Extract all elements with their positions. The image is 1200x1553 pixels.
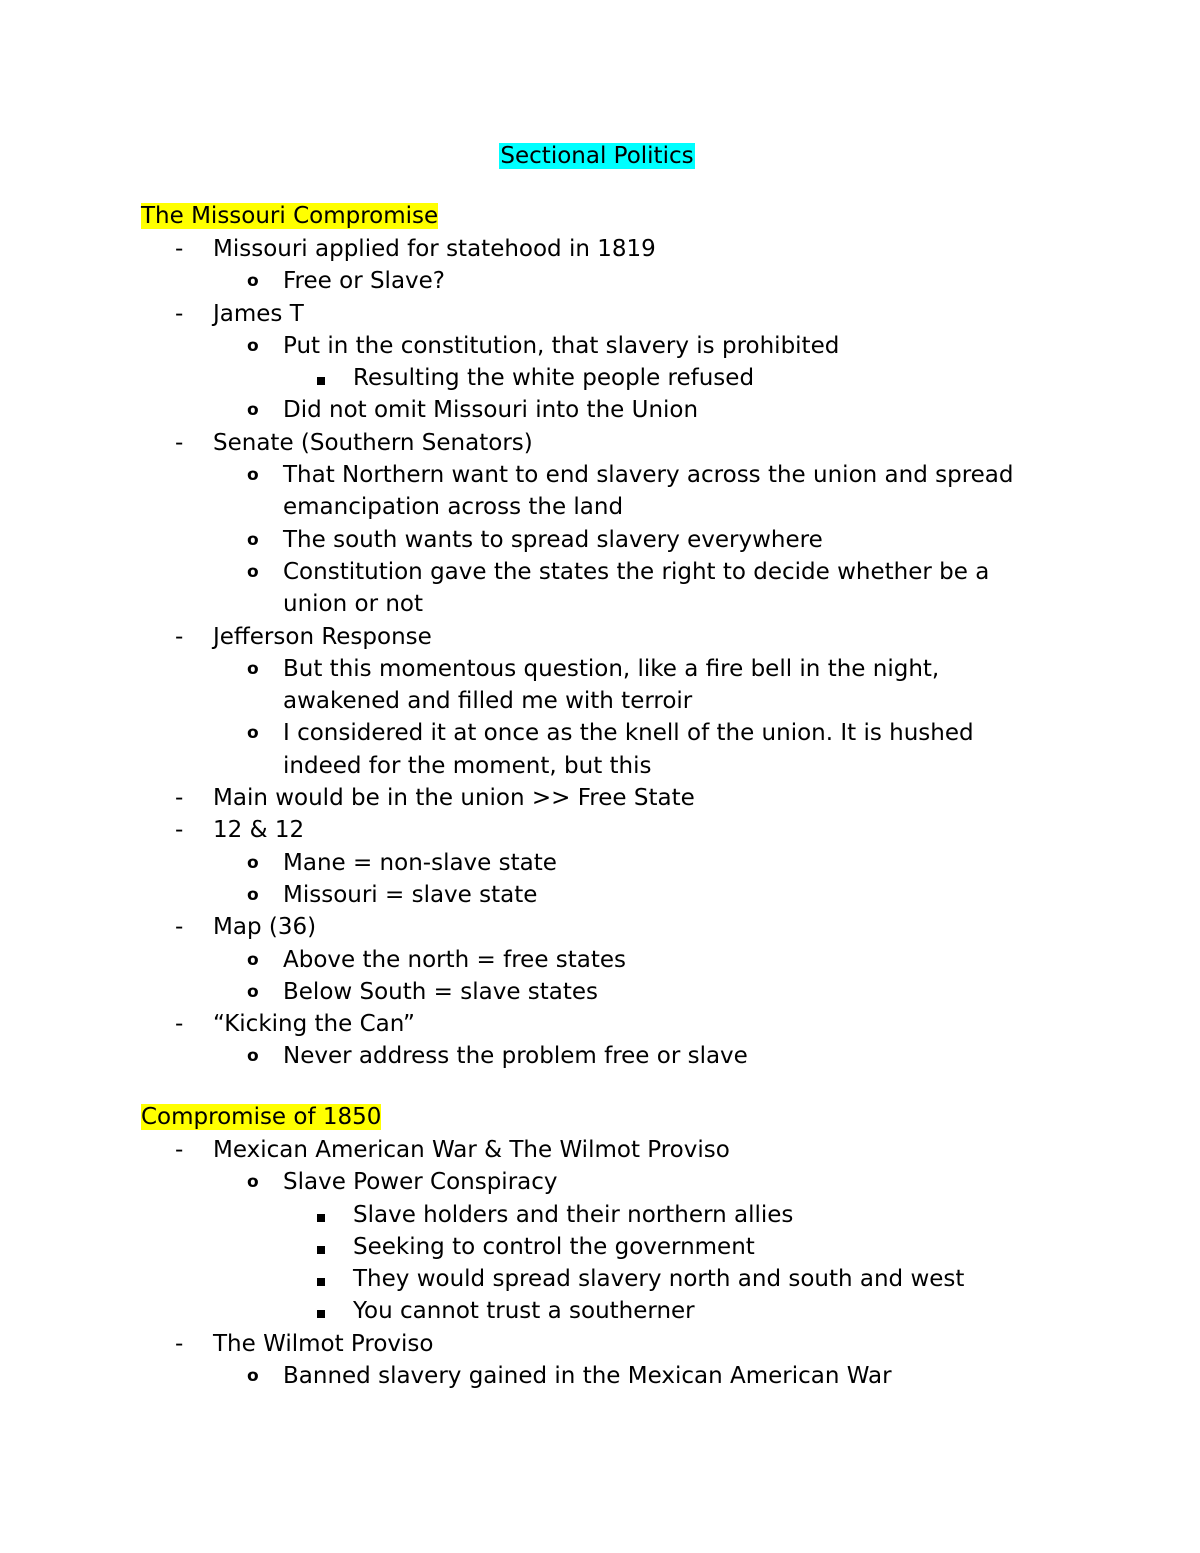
list-item-level-1 [141,621,1041,653]
square-bullet-icon [317,1231,325,1263]
list-item-level-1 [141,1008,1041,1040]
hollow-circle-bullet-icon: o [247,658,259,679]
list-item-text: Put in the constitution, that slavery is prohibited [283,332,840,359]
square-bullet-icon [317,1199,325,1231]
list-item-text: Above the north = free states [283,946,627,973]
hollow-circle-bullet-icon: o [247,723,259,744]
list-item-level-2 [141,265,1041,297]
list-item-text: Resulting the white people refused [353,365,755,392]
dash-bullet-icon [175,814,183,846]
hollow-circle-bullet-icon: o [247,335,259,356]
dash-bullet-icon [175,427,183,459]
hollow-circle-bullet-icon: o [247,884,259,905]
list-item-level-2 [141,879,1041,911]
dash-bullet-icon [175,621,183,653]
dash-bullet-icon [175,782,183,814]
square-bullet-icon [317,1263,325,1295]
list-item-text: Banned slavery gained in the Mexican American War [283,1363,892,1390]
list-item-level-1 [141,1328,1041,1360]
list-item-level-2 [141,976,1041,1008]
section-heading-text: The Missouri Compromise [141,203,439,229]
list-item-level-2 [141,394,1041,426]
section-compromise-1850 [141,1101,1041,1392]
square-bullet-icon [317,362,325,394]
list-item-level-2 [141,653,1041,718]
list-item-text: I considered it at once as the knell of the union. It is hushed indeed for the moment, but this [283,720,974,779]
hollow-circle-bullet-icon: o [247,949,259,970]
list-item-level-2 [141,1360,1041,1392]
list-item-level-2 [141,944,1041,976]
list-item-text: But this momentous question, like a fire bell in the night, awakened and filled me with terroir [283,655,940,715]
list-item-text: Senate (Southern Senators) [213,429,533,456]
square-bullet-shape [317,1246,325,1254]
list-item-level-2 [141,459,1041,524]
section-heading [141,1101,1041,1134]
hollow-circle-bullet-icon: o [247,400,259,421]
list-item-text: Mane = non-slave state [283,849,557,876]
list-item-text: Never address the problem free or slave [283,1043,748,1070]
list-item-level-1 [141,814,1041,846]
list-item-level-3 [141,1295,1041,1327]
list-item-text: They would spread slavery north and south and west [353,1266,965,1293]
dash-bullet-icon [175,911,183,943]
list-item-text: Slave holders and their northern allies [353,1201,794,1228]
outline-list [141,1134,1041,1392]
dash-bullet-icon [175,1008,183,1040]
list-item-text: Slave Power Conspiracy [283,1169,558,1196]
hollow-circle-bullet-icon: o [247,1366,259,1387]
dash-bullet-icon [175,1328,183,1360]
hollow-circle-bullet-icon: o [247,1172,259,1193]
list-item-text: Did not omit Missouri into the Union [283,397,699,424]
list-item-text: The south wants to spread slavery everywhere [283,526,823,553]
section-missouri-compromise [141,200,1041,1073]
list-item-level-1 [141,427,1041,459]
hollow-circle-bullet-icon: o [247,465,259,486]
hollow-circle-bullet-icon: o [247,981,259,1002]
list-item-level-2 [141,330,1041,362]
hollow-circle-bullet-icon: o [247,852,259,873]
dash-bullet-icon [175,233,183,265]
hollow-circle-bullet-icon: o [247,271,259,292]
list-item-level-2 [141,556,1041,621]
list-item-level-2 [141,717,1041,782]
list-item-level-2 [141,847,1041,879]
list-item-text: Seeking to control the government [353,1233,755,1260]
list-item-level-3 [141,1231,1041,1263]
outline-list [141,233,1041,1073]
list-item-level-3 [141,1263,1041,1295]
list-item-level-2 [141,1166,1041,1198]
list-item-text: “Kicking the Can” [213,1011,415,1038]
section-heading [141,200,1041,233]
list-item-text: Free or Slave? [283,268,446,295]
hollow-circle-bullet-icon: o [247,1046,259,1067]
hollow-circle-bullet-icon: o [247,561,259,582]
list-item-text: Mexican American War & The Wilmot Proviso [213,1137,730,1163]
square-bullet-shape [317,1310,325,1318]
square-bullet-icon [317,1295,325,1327]
list-item-level-3 [141,362,1041,394]
list-item-text: Constitution gave the states the right to decide whether be a union or not [283,558,990,618]
list-item-level-1 [141,233,1041,265]
page-title-text: Sectional Politics [500,143,694,169]
dash-bullet-icon [175,1134,183,1166]
list-item-text: The Wilmot Proviso [213,1330,434,1357]
list-item-text: Missouri = slave state [283,881,538,908]
list-item-level-1 [141,298,1041,330]
list-item-level-2 [141,1040,1041,1072]
list-item-level-3 [141,1199,1041,1231]
square-bullet-shape [317,1214,325,1222]
list-item-level-1 [141,782,1041,814]
square-bullet-shape [317,377,325,385]
list-item-text: Jefferson Response [213,623,432,650]
hollow-circle-bullet-icon: o [247,529,259,550]
list-item-level-1 [141,911,1041,943]
square-bullet-shape [317,1278,325,1286]
list-item-level-2 [141,524,1041,556]
page-title [0,139,1194,173]
list-item-text: You cannot trust a southerner [353,1298,695,1325]
list-item-level-1 [141,1134,1041,1166]
list-item-text: 12 & 12 [213,817,305,844]
list-item-text: Below South = slave states [283,978,599,1005]
section-heading-text: Compromise of 1850 [141,1104,382,1130]
list-item-text: Map (36) [213,914,317,941]
list-item-text: Main would be in the union >> Free State [213,785,695,812]
list-item-text: Missouri applied for statehood in 1819 [213,236,656,262]
list-item-text: That Northern want to end slavery across the union and spread emancipation across the land [283,462,1014,521]
dash-bullet-icon [175,298,183,330]
list-item-text: James T [213,300,304,327]
